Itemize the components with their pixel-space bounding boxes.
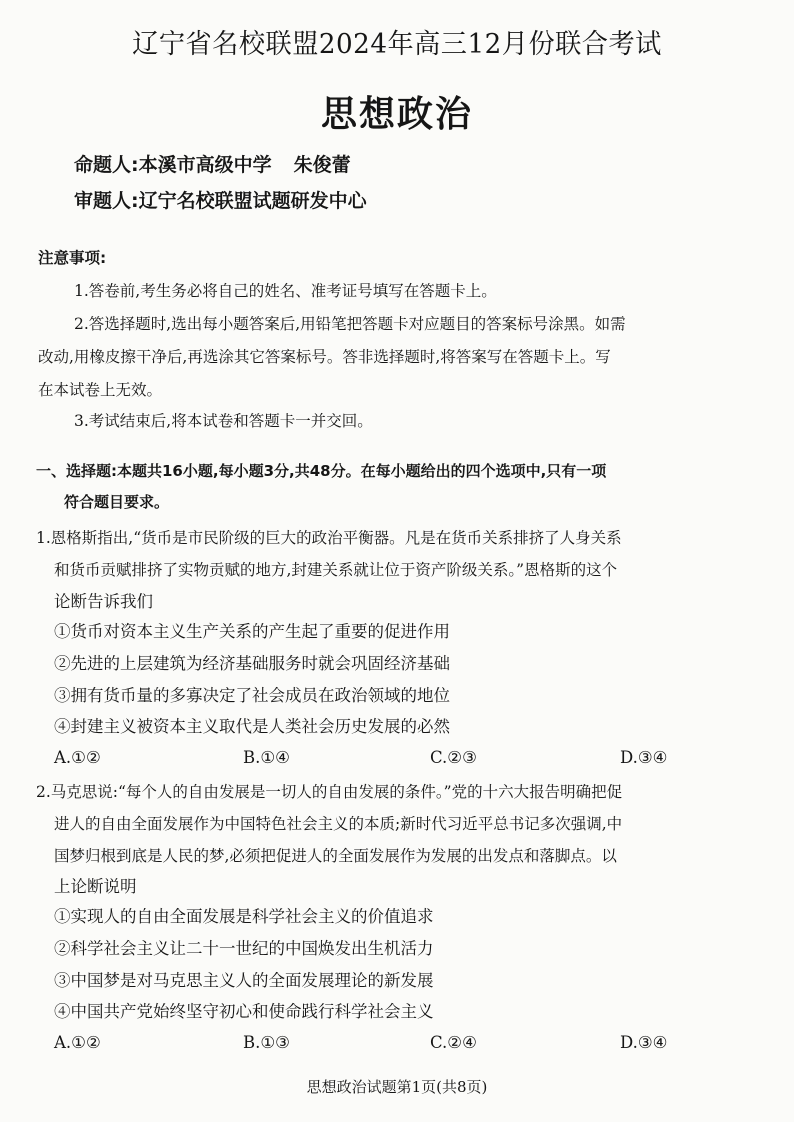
- question-1-option-d[interactable]: D.③④: [620, 748, 668, 767]
- notice-line: 改动,用橡皮擦干净后,再选涂其它答案标号。答非选择题时,将答案写在答题卡上。写: [38, 348, 611, 366]
- notice-line: 在本试卷上无效。: [38, 381, 163, 399]
- question-2-option-d[interactable]: D.③④: [620, 1033, 668, 1052]
- setter-label: 命题人:本溪市高级中学: [74, 154, 272, 176]
- question-2-statement: ①实现人的自由全面发展是科学社会主义的价值追求: [54, 907, 434, 926]
- question-2-statement: ③中国梦是对马克思主义人的全面发展理论的新发展: [54, 971, 434, 990]
- question-2-stem: 上论断说明: [54, 877, 137, 896]
- question-1-statement: ②先进的上层建筑为经济基础服务时就会巩固经济基础: [54, 654, 450, 673]
- question-1-option-c[interactable]: C.②③: [430, 748, 477, 767]
- notice-line: 3.考试结束后,将本试卷和答题卡一并交回。: [74, 412, 373, 430]
- question-1-statement: ③拥有货币量的多寡决定了社会成员在政治领域的地位: [54, 686, 450, 705]
- notice-line: 2.答选择题时,选出每小题答案后,用铅笔把答题卡对应题目的答案标号涂黑。如需: [74, 315, 626, 333]
- question-2-stem: 进人的自由全面发展作为中国特色社会主义的本质;新时代习近平总书记多次强调,中: [54, 815, 623, 833]
- reviewer-line: 审题人:辽宁名校联盟试题研发中心: [74, 190, 367, 212]
- question-2-option-c[interactable]: C.②④: [430, 1033, 477, 1052]
- question-2-stem: 国梦归根到底是人民的梦,必须把促进人的全面发展作为发展的出发点和落脚点。以: [54, 847, 617, 865]
- section-heading-cont: 符合题目要求。: [64, 493, 170, 511]
- question-2-stem: 2.马克思说:“每个人的自由发展是一切人的自由发展的条件。”党的十六大报告明确把促: [36, 783, 623, 801]
- question-1-stem: 1.恩格斯指出,“货币是市民阶级的巨大的政治平衡器。凡是在货币关系排挤了人身关系: [36, 529, 622, 547]
- question-1-option-a[interactable]: A.①②: [54, 748, 101, 767]
- question-2-statement: ④中国共产党始终坚守初心和使命践行科学社会主义: [54, 1002, 434, 1021]
- page-footer: 思想政治试题第1页(共8页): [306, 1078, 488, 1096]
- question-1-stem: 和货币贡赋排挤了实物贡赋的地方,封建关系就让位于资产阶级关系。”恩格斯的这个: [54, 561, 618, 579]
- question-1-option-b[interactable]: B.①④: [243, 748, 290, 767]
- notice-line: 1.答卷前,考生务必将自己的姓名、准考证号填写在答题卡上。: [74, 282, 497, 300]
- notice-heading: 注意事项:: [38, 249, 107, 267]
- subject-title: 思想政治: [320, 94, 473, 135]
- question-2-statement: ②科学社会主义让二十一世纪的中国焕发出生机活力: [54, 939, 434, 958]
- section-heading: 一、选择题:本题共16小题,每小题3分,共48分。在每小题给出的四个选项中,只有一项: [36, 462, 607, 480]
- setter-name: 朱俊蕾: [293, 154, 351, 176]
- question-2-option-b[interactable]: B.①③: [243, 1033, 290, 1052]
- question-1-statement: ①货币对资本主义生产关系的产生起了重要的促进作用: [54, 622, 450, 641]
- exam-title: 辽宁省名校联盟2024年高三12月份联合考试: [132, 29, 662, 60]
- question-2-option-a[interactable]: A.①②: [54, 1033, 101, 1052]
- question-1-stem: 论断告诉我们: [54, 592, 153, 611]
- setter-line: [74, 150, 351, 177]
- question-1-statement: ④封建主义被资本主义取代是人类社会历史发展的必然: [54, 717, 450, 736]
